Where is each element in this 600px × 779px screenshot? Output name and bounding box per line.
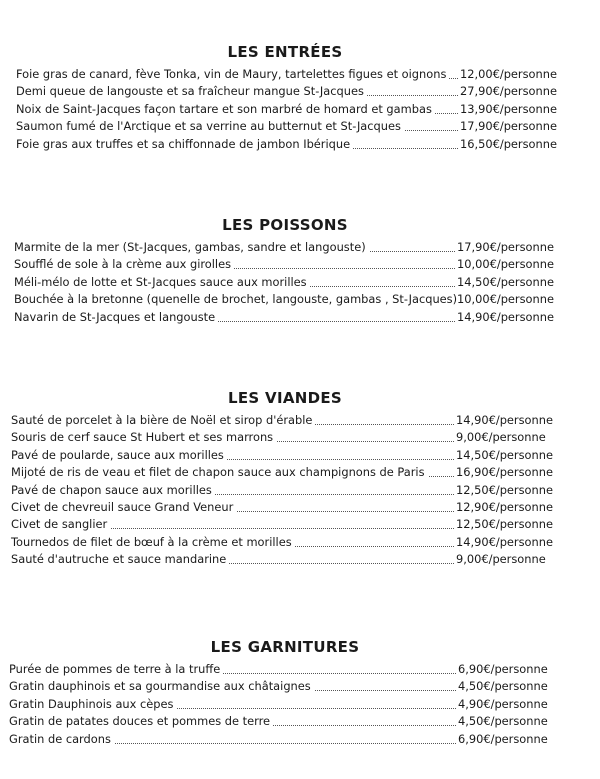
item-name: Gratin de cardons	[9, 731, 114, 748]
menu-item	[0, 429, 600, 446]
menu-item	[0, 412, 600, 429]
item-name: Demi queue de langouste et sa fraîcheur mangue St-Jacques	[16, 83, 367, 100]
menu-item	[0, 696, 600, 713]
menu-item	[0, 516, 600, 533]
item-price: 13,90€/personne	[460, 101, 557, 116]
item-price: 14,90€/personne	[457, 309, 554, 324]
menu-item	[0, 118, 600, 135]
item-name: Civet de sanglier	[11, 516, 110, 533]
item-price: 12,50€/personne	[456, 517, 553, 532]
item-name: Bouchée à la bretonne (quenelle de brochet, langouste, gambas , St-Jacques)	[14, 291, 460, 308]
menu-item	[0, 309, 600, 326]
item-price: 17,90€/personne	[460, 119, 557, 134]
section-title-viandes: LES VIANDES	[228, 389, 342, 407]
section-viandes	[0, 388, 600, 569]
section-title-poissons: LES POISSONS	[222, 216, 348, 234]
menu-item	[0, 464, 600, 481]
item-name: Pavé de poularde, sauce aux morilles	[11, 447, 227, 464]
section-title-garnitures: LES GARNITURES	[210, 638, 360, 656]
menu-item	[0, 661, 600, 678]
menu-item	[0, 101, 600, 118]
item-name: Gratin de patates douces et pommes de terre	[9, 713, 273, 730]
menu-item	[0, 136, 600, 153]
item-price: 4,50€/personne	[458, 714, 548, 729]
menu-item	[0, 731, 600, 748]
menu-item	[0, 551, 600, 568]
item-name: Civet de chevreuil sauce Grand Veneur	[11, 499, 236, 516]
menu-item	[0, 256, 600, 273]
menu-item	[0, 66, 600, 83]
section-garnitures	[0, 637, 600, 748]
item-price: 14,90€/personne	[456, 534, 553, 549]
item-name: Pavé de chapon sauce aux morilles	[11, 482, 215, 499]
item-price: 12,90€/personne	[456, 499, 553, 514]
item-name: Souris de cerf sauce St Hubert et ses marrons	[11, 429, 276, 446]
menu-item	[0, 713, 600, 730]
item-price: 12,00€/personne	[460, 67, 557, 81]
item-price: 12,50€/personne	[456, 482, 553, 497]
item-price: 9,00€/personne	[456, 430, 546, 445]
menu-item	[0, 499, 600, 516]
item-name: Méli-mélo de lotte et St-Jacques sauce aux morilles	[14, 274, 310, 291]
item-name: Sauté d'autruche et sauce mandarine	[11, 551, 229, 568]
item-name: Gratin Dauphinois aux cèpes	[9, 696, 176, 713]
menu-item	[0, 239, 600, 256]
section-entrees	[0, 42, 600, 153]
menu-item	[0, 83, 600, 100]
item-price: 6,90€/personne	[458, 662, 548, 676]
item-price: 4,50€/personne	[458, 679, 548, 694]
item-price: 6,90€/personne	[458, 731, 548, 746]
item-price: 4,90€/personne	[458, 696, 548, 711]
item-name: Tournedos de filet de bœuf à la crème et morilles	[11, 534, 295, 551]
section-poissons	[0, 215, 600, 326]
item-name: Navarin de St-Jacques et langouste	[14, 309, 218, 326]
item-price: 14,50€/personne	[456, 447, 553, 462]
item-price: 10,00€/personne	[457, 292, 554, 307]
item-name: Saumon fumé de l'Arctique et sa verrine au butternut et St-Jacques	[16, 118, 404, 135]
item-name: Foie gras aux truffes et sa chiffonnade de jambon Ibérique	[16, 136, 353, 153]
item-name: Purée de pommes de terre à la truffe	[9, 661, 223, 678]
item-name: Soufflé de sole à la crème aux girolles	[14, 256, 234, 273]
item-price: 16,90€/personne	[456, 465, 553, 480]
item-price: 27,90€/personne	[460, 84, 557, 99]
menu-item	[0, 447, 600, 464]
menu-item	[0, 291, 600, 308]
menu-item	[0, 678, 600, 695]
menu-item	[0, 482, 600, 499]
menu-item	[0, 274, 600, 291]
section-title-entrees: LES ENTRÉES	[227, 43, 343, 61]
item-price: 14,50€/personne	[457, 274, 554, 289]
item-name: Marmite de la mer (St-Jacques, gambas, sandre et langouste)	[14, 239, 369, 256]
item-price: 16,50€/personne	[460, 136, 557, 151]
item-name: Gratin dauphinois et sa gourmandise aux châtaignes	[9, 678, 314, 695]
item-price: 10,00€/personne	[457, 257, 554, 272]
menu-item	[0, 534, 600, 551]
item-price: 14,90€/personne	[456, 413, 553, 427]
item-name: Mijoté de ris de veau et filet de chapon sauce aux champignons de Paris	[11, 464, 428, 481]
item-name: Foie gras de canard, fève Tonka, vin de Maury, tartelettes figues et oignons	[16, 66, 449, 83]
item-price: 9,00€/personne	[456, 552, 546, 567]
item-name: Noix de Saint-Jacques façon tartare et son marbré de homard et gambas	[16, 101, 435, 118]
item-name: Sauté de porcelet à la bière de Noël et sirop d'érable	[11, 412, 315, 429]
item-price: 17,90€/personne	[457, 240, 554, 254]
